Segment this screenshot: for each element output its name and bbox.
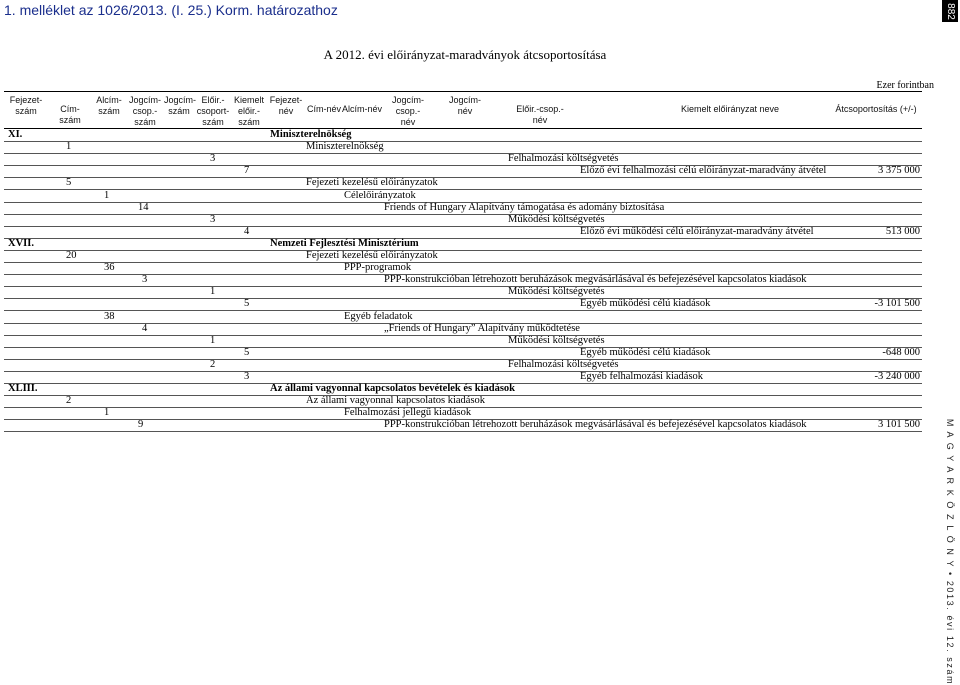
- row-name: Nemzeti Fejlesztési Minisztérium: [270, 237, 419, 249]
- row-name: Felhalmozási költségvetés: [508, 358, 619, 370]
- column-header: Előir.- csoport- szám: [196, 95, 230, 127]
- table-row: [4, 359, 922, 372]
- table-row: [4, 214, 922, 227]
- journal-label: [942, 418, 958, 685]
- row-value: -648 000: [882, 346, 920, 358]
- row-code: 3: [210, 213, 216, 225]
- column-header: Jogcím- csop.- név: [391, 95, 424, 127]
- row-code: 38: [104, 310, 115, 322]
- table-title: A 2012. évi előirányzat-maradványok átcsoportosítása: [323, 47, 607, 62]
- row-name: Egyéb felhalmozási kiadások: [580, 371, 704, 382]
- row-code: 4: [244, 225, 250, 237]
- annex-title: 1. melléklet az 1026/2013. (I. 25.) Korm. határozathoz: [4, 2, 338, 18]
- row-name: Miniszterelnökség: [270, 129, 352, 140]
- table-row: [4, 311, 922, 324]
- table-row: [4, 286, 922, 299]
- column-header: Alcím-név: [342, 104, 383, 114]
- table-row: [4, 407, 922, 420]
- row-code: 5: [244, 346, 250, 358]
- row-value: 3 101 500: [878, 419, 920, 431]
- row-name: Fejezeti kezelésű előirányzatok: [306, 250, 438, 261]
- row-name: Működési költségvetés: [508, 286, 605, 298]
- row-name: Fejezeti kezelésű előirányzatok: [306, 177, 438, 189]
- row-name: Friends of Hungary Alapítvány támogatása és adomány biztosítása: [384, 201, 665, 213]
- row-code: 1: [210, 334, 216, 346]
- table-row: [4, 153, 922, 166]
- table-row: [4, 226, 922, 239]
- row-name: PPP-programok: [344, 262, 412, 274]
- row-name: Előző évi működési célú előirányzat-maradvány átvétel: [580, 225, 814, 237]
- row-code: 1: [104, 189, 110, 201]
- row-name: Működési költségvetés: [508, 334, 605, 346]
- row-code: 3: [244, 371, 250, 382]
- table-row: [4, 371, 922, 384]
- table-row: [4, 419, 922, 432]
- column-header: Fejezet- szám: [9, 95, 43, 116]
- row-code: 1: [66, 141, 72, 153]
- row-code: 5: [66, 177, 72, 189]
- row-code: 9: [138, 419, 144, 431]
- table-row: [4, 165, 922, 178]
- row-code: 1: [210, 286, 216, 298]
- column-header: Alcím- szám: [96, 95, 122, 116]
- table-row: [4, 202, 922, 215]
- unit-label: Ezer forintban: [876, 80, 934, 91]
- column-header: Cím-név: [306, 104, 341, 114]
- row-code: XLIII.: [8, 383, 38, 395]
- row-code: 2: [66, 395, 72, 407]
- column-header: Előir.-csop.-név: [516, 104, 564, 125]
- row-name: Egyéb működési célú kiadások: [580, 346, 711, 358]
- column-header: Jogcím- szám: [164, 95, 197, 116]
- table-row: [4, 141, 922, 154]
- table-row: [4, 250, 922, 263]
- row-name: Előző évi felhalmozási célú előirányzat-maradvány átvétel: [580, 165, 827, 177]
- row-name: Miniszterelnökség: [306, 141, 384, 153]
- row-name: Célelőirányzatok: [344, 189, 416, 201]
- row-value: -3 101 500: [874, 298, 920, 310]
- column-header: Kiemelt előirányzat neve: [680, 104, 780, 114]
- row-value: 3 375 000: [878, 165, 920, 177]
- table-row: [4, 395, 922, 408]
- page-number: [942, 0, 958, 22]
- row-name: „Friends of Hungary” Alapítvány működtetése: [384, 322, 580, 334]
- table-row: [4, 190, 922, 203]
- row-code: XI.: [8, 129, 23, 140]
- row-name: Működési költségvetés: [508, 213, 605, 225]
- row-value: -3 240 000: [874, 371, 920, 382]
- row-code: 3: [142, 274, 148, 286]
- table-row: [4, 238, 922, 251]
- row-name: Felhalmozási költségvetés: [508, 153, 619, 165]
- row-name: Felhalmozási jellegű kiadások: [344, 407, 472, 419]
- table-row: [4, 177, 922, 190]
- table-row: [4, 129, 922, 142]
- row-code: XVII.: [8, 237, 34, 249]
- table-row: [4, 347, 922, 360]
- row-name: PPP-konstrukcióban létrehozott beruházások megvásárlásával és befejezésével kapcsolatos kiadások: [384, 274, 807, 286]
- column-header: Kiemelt előir.- szám: [233, 95, 264, 127]
- row-name: Az állami vagyonnal kapcsolatos bevételek és kiadások: [270, 383, 516, 395]
- row-code: 14: [138, 201, 149, 213]
- header-top-rule: [4, 91, 922, 92]
- journal-text: M A G Y A R K Ö Z L Ö N Y • 2013. évi 12. szám: [945, 418, 955, 685]
- column-header: Fejezet- név: [269, 95, 303, 116]
- row-name: Az állami vagyonnal kapcsolatos kiadások: [306, 395, 486, 407]
- row-code: 4: [142, 322, 148, 334]
- column-header: Cím- szám: [59, 104, 81, 125]
- row-code: 3: [210, 153, 216, 165]
- table-row: [4, 262, 922, 275]
- row-code: 2: [210, 358, 216, 370]
- column-header: Jogcím- csop.- szám: [128, 95, 161, 127]
- row-code: 36: [104, 262, 115, 274]
- row-code: 5: [244, 298, 250, 310]
- table-row: [4, 274, 922, 287]
- row-value: 513 000: [885, 225, 920, 237]
- table-row: [4, 335, 922, 348]
- column-header: Átcsoportosítás (+/-): [835, 104, 917, 114]
- table-row: [4, 298, 922, 311]
- row-code: 7: [244, 165, 250, 177]
- row-name: Egyéb működési célú kiadások: [580, 298, 711, 310]
- row-name: PPP-konstrukcióban létrehozott beruházások megvásárlásával és befejezésével kapcsolatos kiadások: [384, 419, 807, 431]
- table-row: [4, 383, 922, 396]
- row-name: Egyéb feladatok: [344, 310, 413, 322]
- row-code: 1: [104, 407, 110, 419]
- row-code: 20: [66, 250, 77, 261]
- column-header: Jogcím- név: [448, 95, 481, 116]
- page-number-text: 882: [944, 2, 956, 20]
- table-row: [4, 323, 922, 336]
